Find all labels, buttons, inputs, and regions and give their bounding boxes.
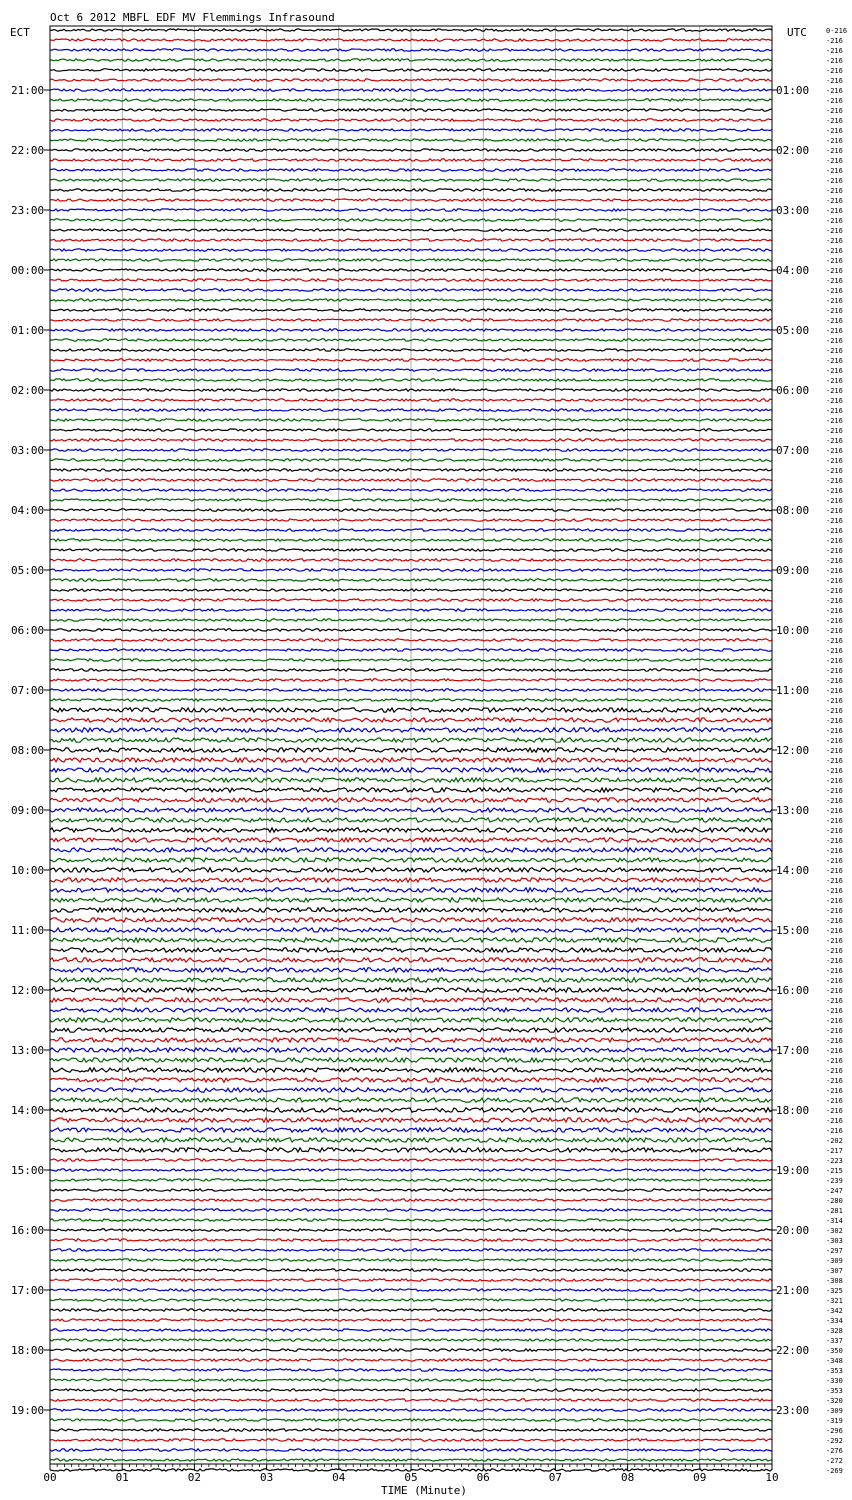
row-offset-label: -216 [826, 1047, 843, 1055]
row-offset-label: -216 [826, 437, 843, 445]
left-hour-label: 07:00 [11, 684, 45, 697]
left-hour-label: 09:00 [11, 804, 45, 817]
row-offset-label: -350 [826, 1347, 843, 1355]
row-offset-label: -216 [826, 1117, 843, 1125]
row-offset-label: -216 [826, 347, 843, 355]
row-offset-label: -280 [826, 1197, 843, 1205]
row-offset-label: -337 [826, 1337, 843, 1345]
row-offset-label: -216 [826, 307, 843, 315]
right-hour-label: 04:00 [776, 264, 810, 277]
row-offset-label: -307 [826, 1267, 843, 1275]
left-hour-label: 12:00 [11, 984, 45, 997]
left-hour-label: 08:00 [11, 744, 45, 757]
row-offset-label: -216 [826, 227, 843, 235]
row-offset-label: -216 [826, 867, 843, 875]
right-hour-label: 09:00 [776, 564, 810, 577]
row-offset-label: -216 [826, 87, 843, 95]
row-offset-label: -216 [826, 937, 843, 945]
row-offset-label: -216 [826, 927, 843, 935]
row-offset-label: -216 [826, 787, 843, 795]
row-offset-label: -216 [826, 537, 843, 545]
right-hour-label: 20:00 [776, 1224, 810, 1237]
row-offset-label: -302 [826, 1227, 843, 1235]
row-offset-label: -216 [826, 727, 843, 735]
row-offset-label: -216 [826, 187, 843, 195]
row-offset-label: -216 [826, 57, 843, 65]
row-offset-label: -216 [826, 407, 843, 415]
row-offset-label: -216 [826, 977, 843, 985]
left-hour-label: 06:00 [11, 624, 45, 637]
row-offset-label: -216 [826, 67, 843, 75]
right-hour-label: 15:00 [776, 924, 810, 937]
row-offset-label: -216 [826, 877, 843, 885]
row-offset-label: -216 [826, 857, 843, 865]
right-timezone-label: UTC [787, 26, 807, 39]
right-hour-label: 05:00 [776, 324, 810, 337]
row-offset-label: -216 [826, 137, 843, 145]
row-offset-label: -216 [826, 517, 843, 525]
row-offset-label: -216 [826, 377, 843, 385]
left-hour-label: 13:00 [11, 1044, 45, 1057]
row-offset-label: -281 [826, 1207, 843, 1215]
row-offset-label: -216 [826, 737, 843, 745]
row-offset-label: -216 [826, 207, 843, 215]
row-offset-label: -216 [826, 777, 843, 785]
row-offset-label: -216 [826, 527, 843, 535]
row-offset-label: -216 [826, 487, 843, 495]
right-hour-label: 12:00 [776, 744, 810, 757]
row-offset-label: -216 [826, 97, 843, 105]
trace-line [50, 159, 772, 161]
right-hour-label: 16:00 [776, 984, 810, 997]
row-offset-label: -216 [826, 287, 843, 295]
left-hour-label: 21:00 [11, 84, 45, 97]
row-offset-label: -216 [826, 387, 843, 395]
right-hour-label: 07:00 [776, 444, 810, 457]
row-offset-label: -216 [826, 577, 843, 585]
row-offset-label: -216 [826, 1027, 843, 1035]
row-offset-label: -216 [826, 947, 843, 955]
row-offset-label: -314 [826, 1217, 843, 1225]
left-hour-label: 16:00 [11, 1224, 45, 1237]
row-offset-label: -216 [826, 557, 843, 565]
row-offset-label: -334 [826, 1317, 843, 1325]
left-hour-label: 22:00 [11, 144, 45, 157]
row-offset-label: -216 [826, 907, 843, 915]
row-offset-label: -216 [826, 497, 843, 505]
right-hour-label: 17:00 [776, 1044, 810, 1057]
left-timezone-label: ECT [10, 26, 30, 39]
row-offset-label: -239 [826, 1177, 843, 1185]
x-tick-label: 07 [548, 1471, 563, 1484]
row-offset-label: -216 [826, 797, 843, 805]
row-offset-label: -342 [826, 1307, 843, 1315]
x-tick-label: 01 [115, 1471, 129, 1484]
row-offset-label: -216 [826, 1037, 843, 1045]
row-offset-label: -216 [826, 477, 843, 485]
row-offset-label: -216 [826, 627, 843, 635]
row-offset-label: -216 [826, 957, 843, 965]
grid-layer [122, 26, 700, 1464]
row-offset-label: -216 [826, 897, 843, 905]
row-offset-label: -292 [826, 1437, 843, 1445]
row-offset-label: -319 [826, 1417, 843, 1425]
row-offset-label: -321 [826, 1297, 843, 1305]
x-tick-label: 03 [259, 1471, 274, 1484]
row-offset-label: -216 [826, 447, 843, 455]
right-hour-label: 10:00 [776, 624, 810, 637]
row-offset-label: -216 [826, 707, 843, 715]
left-hour-label: 23:00 [11, 204, 45, 217]
row-offset-label: -216 [826, 607, 843, 615]
row-offset-label: -216 [826, 47, 843, 55]
row-offset-label: -216 [826, 197, 843, 205]
row-offset-label: -216 [826, 1067, 843, 1075]
row-offset-label: -216 [826, 357, 843, 365]
row-offset-label: -216 [826, 367, 843, 375]
right-hour-label: 08:00 [776, 504, 810, 517]
row-offset-label: -216 [826, 337, 843, 345]
row-offset-label: -308 [826, 1277, 843, 1285]
row-offset-label: -216 [826, 1107, 843, 1115]
row-offset-label: -272 [826, 1457, 843, 1465]
right-hour-label: 23:00 [776, 1404, 810, 1417]
row-offset-label: -216 [826, 917, 843, 925]
right-hour-label: 02:00 [776, 144, 810, 157]
row-offset-label: -216 [826, 567, 843, 575]
right-hour-label: 21:00 [776, 1284, 810, 1297]
row-offset-label: -309 [826, 1407, 843, 1415]
row-offset-label: -328 [826, 1327, 843, 1335]
row-offset-label: -216 [826, 417, 843, 425]
left-hour-label: 19:00 [11, 1404, 45, 1417]
left-hour-label: 00:00 [11, 264, 45, 277]
row-offset-label: -216 [826, 747, 843, 755]
row-offset-label: -216 [826, 257, 843, 265]
row-offset-label: -216 [826, 757, 843, 765]
row-offset-label: -330 [826, 1377, 843, 1385]
left-hour-label: 18:00 [11, 1344, 45, 1357]
label-layer [11, 27, 847, 1475]
row-offset-label: 0-216 [826, 27, 848, 35]
row-offset-label: -269 [826, 1467, 843, 1475]
row-offset-label: -216 [826, 1087, 843, 1095]
row-offset-label: -216 [826, 847, 843, 855]
row-offset-label: -217 [826, 1147, 843, 1155]
row-offset-label: -216 [826, 167, 843, 175]
row-offset-label: -348 [826, 1357, 843, 1365]
row-offset-label: -216 [826, 637, 843, 645]
row-offset-label: -216 [826, 507, 843, 515]
row-offset-label: -216 [826, 457, 843, 465]
x-tick-layer [43, 1464, 778, 1484]
row-offset-label: -216 [826, 1077, 843, 1085]
row-offset-label: -216 [826, 617, 843, 625]
row-offset-label: -216 [826, 77, 843, 85]
row-offset-label: -223 [826, 1157, 843, 1165]
row-offset-label: -216 [826, 667, 843, 675]
row-offset-label: -216 [826, 297, 843, 305]
right-hour-label: 22:00 [776, 1344, 810, 1357]
row-offset-label: -216 [826, 827, 843, 835]
row-offset-label: -216 [826, 967, 843, 975]
left-hour-label: 04:00 [11, 504, 45, 517]
row-offset-label: -216 [826, 997, 843, 1005]
x-axis-label: TIME (Minute) [380, 1484, 468, 1497]
row-offset-label: -216 [826, 427, 843, 435]
row-offset-label: -216 [826, 1127, 843, 1135]
row-offset-label: -216 [826, 277, 843, 285]
left-hour-label: 01:00 [11, 324, 45, 337]
row-offset-label: -216 [826, 217, 843, 225]
left-hour-label: 10:00 [11, 864, 45, 877]
row-offset-label: -216 [826, 247, 843, 255]
right-hour-label: 19:00 [776, 1164, 810, 1177]
row-offset-label: -216 [826, 887, 843, 895]
row-offset-label: -216 [826, 107, 843, 115]
row-offset-label: -202 [826, 1137, 843, 1145]
right-hour-label: 03:00 [776, 204, 810, 217]
row-offset-label: -247 [826, 1187, 843, 1195]
row-offset-label: -216 [826, 1007, 843, 1015]
row-offset-label: -216 [826, 117, 843, 125]
left-hour-label: 11:00 [11, 924, 45, 937]
right-hour-label: 06:00 [776, 384, 810, 397]
right-hour-label: 14:00 [776, 864, 810, 877]
left-hour-label: 03:00 [11, 444, 45, 457]
row-offset-label: -216 [826, 37, 843, 45]
row-offset-label: -297 [826, 1247, 843, 1255]
row-offset-label: -216 [826, 1057, 843, 1065]
row-offset-label: -216 [826, 127, 843, 135]
right-hour-label: 01:00 [776, 84, 810, 97]
row-offset-label: -353 [826, 1387, 843, 1395]
right-hour-label: 11:00 [776, 684, 810, 697]
left-hour-label: 15:00 [11, 1164, 45, 1177]
row-offset-label: -325 [826, 1287, 843, 1295]
right-hour-label: 18:00 [776, 1104, 810, 1117]
left-hour-label: 05:00 [11, 564, 45, 577]
x-tick-label: 00 [43, 1471, 57, 1484]
x-tick-label: 09 [693, 1471, 707, 1484]
row-offset-label: -216 [826, 807, 843, 815]
row-offset-label: -216 [826, 817, 843, 825]
chart-title: Oct 6 2012 MBFL EDF MV Flemmings Infrasound [50, 11, 335, 24]
x-tick-label: 08 [620, 1471, 635, 1484]
row-offset-label: -216 [826, 687, 843, 695]
row-offset-label: -216 [826, 157, 843, 165]
left-hour-label: 17:00 [11, 1284, 45, 1297]
row-offset-label: -320 [826, 1397, 843, 1405]
row-offset-label: -216 [826, 677, 843, 685]
row-offset-label: -215 [826, 1167, 843, 1175]
row-offset-label: -216 [826, 397, 843, 405]
x-tick-label: 02 [187, 1471, 202, 1484]
row-offset-label: -216 [826, 327, 843, 335]
row-offset-label: -303 [826, 1237, 843, 1245]
x-tick-label: 05 [404, 1471, 418, 1484]
row-offset-label: -216 [826, 317, 843, 325]
row-offset-label: -216 [826, 717, 843, 725]
right-hour-label: 13:00 [776, 804, 810, 817]
row-offset-label: -216 [826, 697, 843, 705]
x-tick-label: 04 [332, 1471, 346, 1484]
left-hour-label: 14:00 [11, 1104, 45, 1117]
row-offset-label: -216 [826, 267, 843, 275]
row-offset-label: -216 [826, 1017, 843, 1025]
left-hour-label: 02:00 [11, 384, 45, 397]
x-tick-label: 06 [476, 1471, 490, 1484]
row-offset-label: -216 [826, 1097, 843, 1105]
row-offset-label: -216 [826, 147, 843, 155]
row-offset-label: -216 [826, 767, 843, 775]
row-offset-label: -216 [826, 177, 843, 185]
row-offset-label: -216 [826, 987, 843, 995]
row-offset-label: -216 [826, 547, 843, 555]
row-offset-label: -216 [826, 587, 843, 595]
row-offset-label: -296 [826, 1427, 843, 1435]
row-offset-label: -276 [826, 1447, 843, 1455]
x-tick-label: 10 [765, 1471, 779, 1484]
row-offset-label: -216 [826, 657, 843, 665]
row-offset-label: -216 [826, 467, 843, 475]
row-offset-label: -216 [826, 837, 843, 845]
row-offset-label: -309 [826, 1257, 843, 1265]
row-offset-label: -216 [826, 237, 843, 245]
row-offset-label: -353 [826, 1367, 843, 1375]
row-offset-label: -216 [826, 597, 843, 605]
row-offset-label: -216 [826, 647, 843, 655]
